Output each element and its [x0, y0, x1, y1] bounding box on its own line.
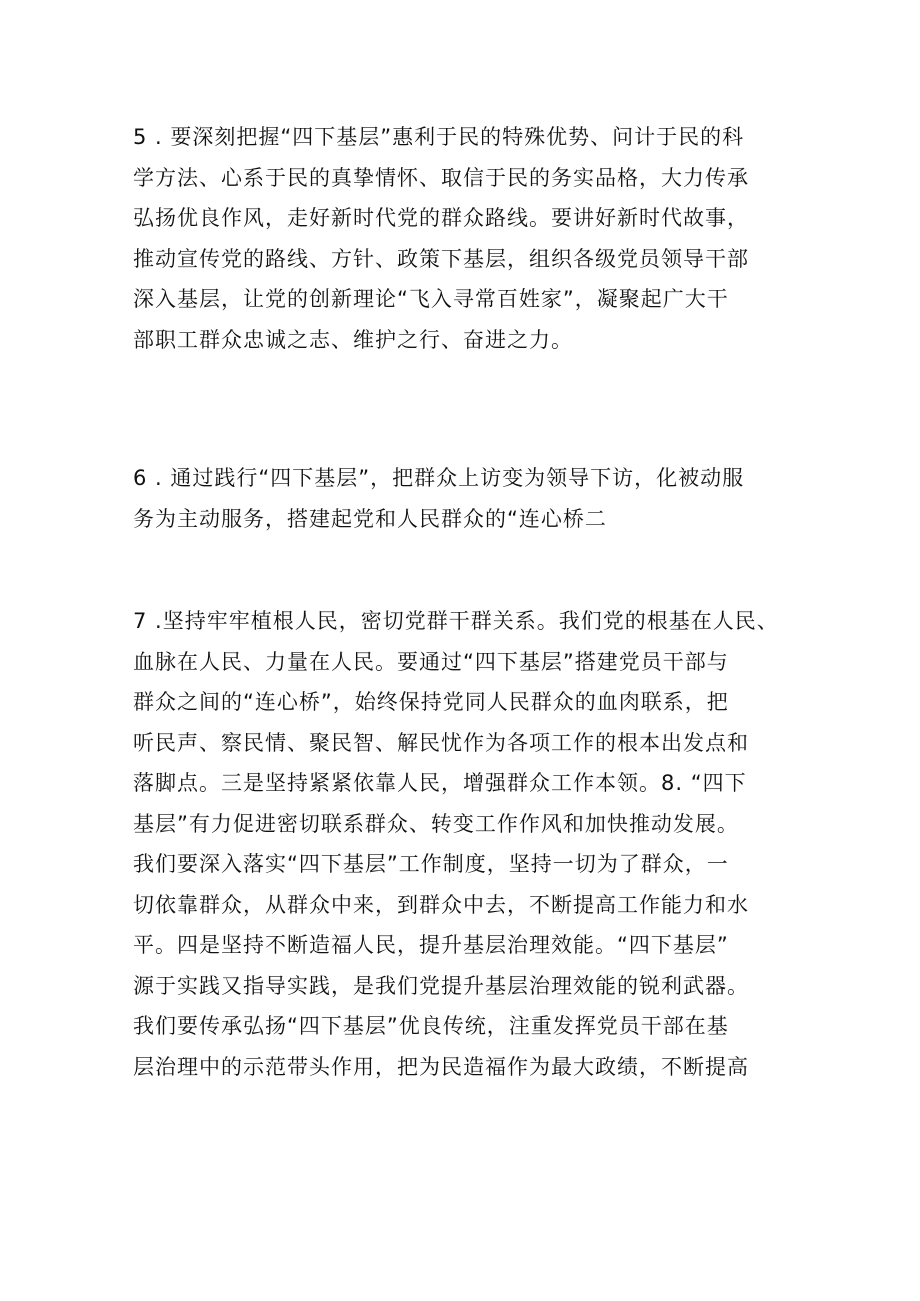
- text-line: 听民声、察民情、聚民智、解民忧作为各项工作的根本出发点和: [133, 730, 749, 755]
- paragraph-7: [133, 601, 813, 1087]
- text-line: 我们要深入落实“四下基层”工作制度，坚持一切为了群众，一: [133, 852, 729, 876]
- text-line: 5 . 要深刻把握“四下基层”惠利于民的特殊优势、问计于民的科: [133, 125, 745, 149]
- text-line: 务为主动服务，搭建起党和人民群众的“连心桥二: [133, 506, 607, 531]
- text-line: 平。四是坚持不断造福人民，提升基层治理效能。“四下基层”: [133, 933, 729, 957]
- text-line: 部职工群众忠诚之志、维护之行、奋进之力。: [133, 327, 573, 352]
- text-line: 落脚点。三是坚持紧紧依靠人民，增强群众工作本领。8. “四下: [133, 771, 747, 795]
- text-line: 深入基层，让党的创新理论“飞入寻常百姓家”，凝聚起广大干: [133, 287, 729, 311]
- text-line: 推动宣传党的路线、方针、政策下基层，组织各级党员领导干部: [133, 246, 749, 271]
- text-line: 6 . 通过践行“四下基层”，把群众上访变为领导下访，化被动服: [133, 466, 745, 490]
- text-line: 7 .坚持牢牢植根人民，密切党群干群关系。我们党的根基在人民、: [133, 609, 779, 633]
- text-line: 层治理中的示范带头作用，把为民造福作为最大政绩，不断提高: [133, 1054, 749, 1079]
- text-line: 学方法、心系于民的真挚情怀、取信于民的务实品格，大力传承: [133, 165, 749, 190]
- text-line: 群众之间的“连心桥”，始终保持党同人民群众的血肉联系，把: [133, 690, 729, 714]
- text-line: 基层”有力促进密切联系群众、转变工作作风和加快推动发展。: [133, 811, 739, 836]
- text-line: 血脉在人民、力量在人民。要通过“四下基层”搭建党员干部与: [133, 649, 729, 674]
- paragraph-5: [133, 117, 813, 360]
- text-line: 弘扬优良作风，走好新时代党的群众路线。要讲好新时代故事，: [133, 206, 749, 230]
- text-line: 切依靠群众，从群众中来，到群众中去，不断提高工作能力和水: [133, 892, 749, 917]
- paragraph-6: [133, 458, 813, 539]
- text-line: 源于实践又指导实践，是我们党提升基层治理效能的锐利武器。: [133, 973, 749, 998]
- text-line: 我们要传承弘扬“四下基层”优良传统，注重发挥党员干部在基: [133, 1014, 729, 1038]
